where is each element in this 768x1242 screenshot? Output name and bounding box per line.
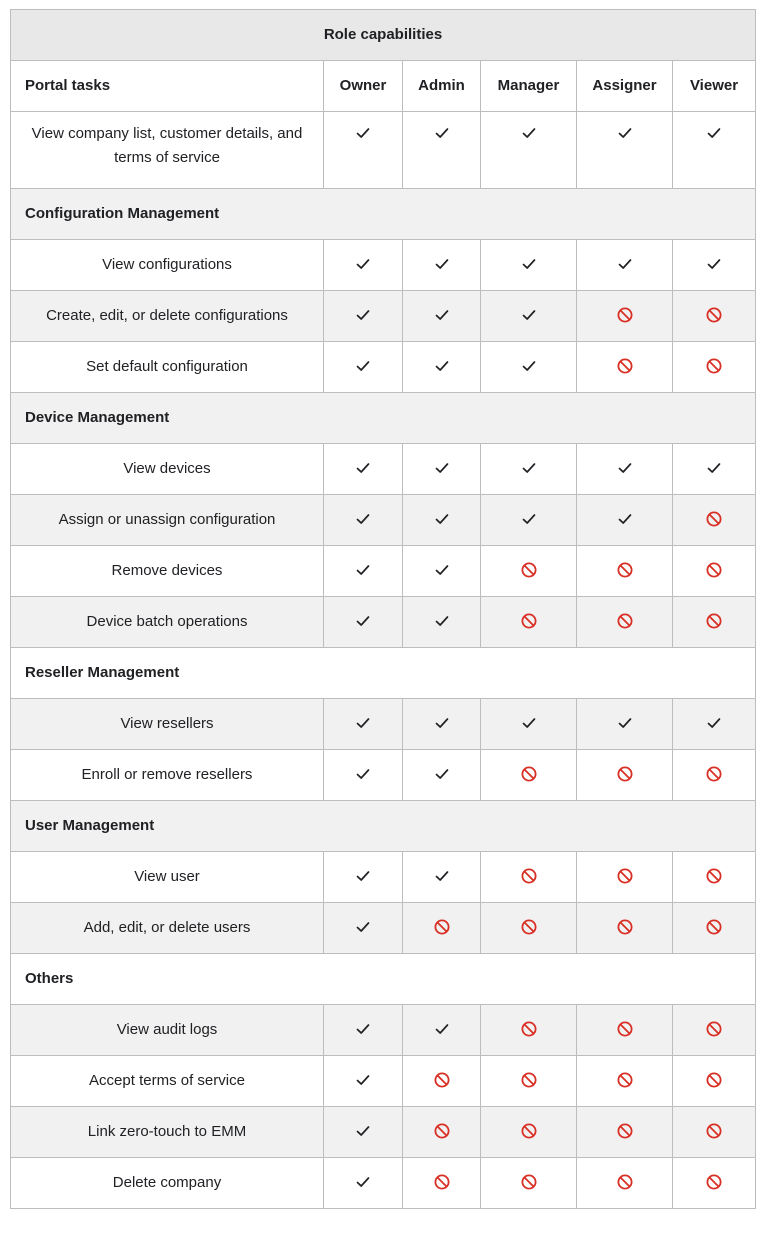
permission-cell-admin: [403, 852, 481, 903]
check-icon: [354, 1071, 372, 1089]
permission-cell-admin: [403, 291, 481, 342]
task-label: Assign or unassign configuration: [11, 495, 324, 546]
not-allowed-icon: [616, 357, 634, 375]
permission-cell-owner: [324, 444, 403, 495]
task-label: View audit logs: [11, 1005, 324, 1056]
permission-cell-owner: [324, 699, 403, 750]
table-row: [11, 342, 756, 393]
check-icon: [433, 459, 451, 477]
table-row: [11, 495, 756, 546]
task-label: Remove devices: [11, 546, 324, 597]
permission-cell-manager: [481, 112, 577, 189]
not-allowed-icon: [705, 357, 723, 375]
permission-cell-viewer: [673, 112, 756, 189]
check-icon: [705, 255, 723, 273]
permission-cell-assigner: [577, 699, 673, 750]
not-allowed-icon: [616, 1173, 634, 1191]
permission-cell-owner: [324, 546, 403, 597]
table-row: [11, 112, 756, 189]
table-row: [11, 1107, 756, 1158]
permission-cell-owner: [324, 597, 403, 648]
section-title: Configuration Management: [11, 189, 756, 240]
permission-cell-admin: [403, 546, 481, 597]
check-icon: [354, 561, 372, 579]
permission-cell-assigner: [577, 750, 673, 801]
permission-cell-assigner: [577, 1056, 673, 1107]
permission-cell-assigner: [577, 112, 673, 189]
check-icon: [520, 510, 538, 528]
table-title-row: [11, 10, 756, 61]
permission-cell-assigner: [577, 546, 673, 597]
check-icon: [354, 255, 372, 273]
section-header-row: [11, 954, 756, 1005]
table-row: [11, 903, 756, 954]
permission-cell-viewer: [673, 852, 756, 903]
permission-cell-viewer: [673, 1107, 756, 1158]
permission-cell-viewer: [673, 1158, 756, 1209]
column-header-owner: Owner: [324, 61, 403, 112]
permission-cell-owner: [324, 750, 403, 801]
table-title: Role capabilities: [11, 10, 756, 61]
not-allowed-icon: [616, 1020, 634, 1038]
task-label: View user: [11, 852, 324, 903]
permission-cell-assigner: [577, 342, 673, 393]
section-header-row: [11, 648, 756, 699]
check-icon: [433, 561, 451, 579]
task-label: Add, edit, or delete users: [11, 903, 324, 954]
check-icon: [433, 1020, 451, 1038]
check-icon: [354, 765, 372, 783]
not-allowed-icon: [520, 561, 538, 579]
permission-cell-viewer: [673, 903, 756, 954]
permission-cell-viewer: [673, 240, 756, 291]
not-allowed-icon: [433, 918, 451, 936]
permission-cell-viewer: [673, 750, 756, 801]
section-header-row: [11, 801, 756, 852]
table-row: [11, 240, 756, 291]
check-icon: [520, 459, 538, 477]
permission-cell-manager: [481, 240, 577, 291]
not-allowed-icon: [705, 306, 723, 324]
role-capabilities-table: [10, 9, 756, 1209]
permission-cell-admin: [403, 903, 481, 954]
table-row: [11, 1056, 756, 1107]
table-row: [11, 852, 756, 903]
permission-cell-owner: [324, 852, 403, 903]
permission-cell-assigner: [577, 444, 673, 495]
permission-cell-viewer: [673, 291, 756, 342]
task-label: Create, edit, or delete configurations: [11, 291, 324, 342]
table-row: [11, 750, 756, 801]
permission-cell-manager: [481, 852, 577, 903]
section-title: Others: [11, 954, 756, 1005]
check-icon: [433, 612, 451, 630]
permission-cell-assigner: [577, 291, 673, 342]
not-allowed-icon: [616, 765, 634, 783]
not-allowed-icon: [705, 867, 723, 885]
check-icon: [433, 765, 451, 783]
permission-cell-owner: [324, 1107, 403, 1158]
permission-cell-manager: [481, 1005, 577, 1056]
not-allowed-icon: [520, 1020, 538, 1038]
permission-cell-manager: [481, 1056, 577, 1107]
task-label: Accept terms of service: [11, 1056, 324, 1107]
permission-cell-viewer: [673, 342, 756, 393]
not-allowed-icon: [520, 918, 538, 936]
section-title: Reseller Management: [11, 648, 756, 699]
permission-cell-owner: [324, 495, 403, 546]
permission-cell-viewer: [673, 699, 756, 750]
not-allowed-icon: [433, 1071, 451, 1089]
permission-cell-owner: [324, 1056, 403, 1107]
not-allowed-icon: [616, 1071, 634, 1089]
not-allowed-icon: [705, 1071, 723, 1089]
check-icon: [354, 357, 372, 375]
permission-cell-manager: [481, 597, 577, 648]
check-icon: [616, 124, 634, 142]
check-icon: [433, 306, 451, 324]
not-allowed-icon: [520, 1173, 538, 1191]
not-allowed-icon: [705, 1020, 723, 1038]
permission-cell-admin: [403, 240, 481, 291]
not-allowed-icon: [705, 1173, 723, 1191]
not-allowed-icon: [520, 1122, 538, 1140]
column-header-admin: Admin: [403, 61, 481, 112]
column-header-portal-tasks: Portal tasks: [11, 61, 324, 112]
permission-cell-owner: [324, 112, 403, 189]
check-icon: [433, 714, 451, 732]
permission-cell-admin: [403, 444, 481, 495]
permission-cell-admin: [403, 495, 481, 546]
column-header-viewer: Viewer: [673, 61, 756, 112]
task-label: View devices: [11, 444, 324, 495]
permission-cell-owner: [324, 1005, 403, 1056]
permission-cell-manager: [481, 495, 577, 546]
permission-cell-assigner: [577, 903, 673, 954]
check-icon: [354, 867, 372, 885]
not-allowed-icon: [520, 1071, 538, 1089]
check-icon: [520, 255, 538, 273]
permission-cell-manager: [481, 1158, 577, 1209]
check-icon: [433, 510, 451, 528]
permission-cell-viewer: [673, 495, 756, 546]
check-icon: [354, 1122, 372, 1140]
check-icon: [705, 714, 723, 732]
table-header-row: [11, 61, 756, 112]
task-label: View company list, customer details, and terms of service: [11, 112, 324, 189]
permission-cell-viewer: [673, 597, 756, 648]
check-icon: [354, 1020, 372, 1038]
table-row: [11, 546, 756, 597]
permission-cell-admin: [403, 597, 481, 648]
check-icon: [354, 612, 372, 630]
permission-cell-manager: [481, 546, 577, 597]
permission-cell-admin: [403, 342, 481, 393]
check-icon: [354, 306, 372, 324]
permission-cell-owner: [324, 903, 403, 954]
permission-cell-assigner: [577, 1005, 673, 1056]
permission-cell-admin: [403, 1158, 481, 1209]
not-allowed-icon: [616, 918, 634, 936]
task-label: Link zero-touch to EMM: [11, 1107, 324, 1158]
permission-cell-owner: [324, 342, 403, 393]
permission-cell-viewer: [673, 444, 756, 495]
task-label: Enroll or remove resellers: [11, 750, 324, 801]
permission-cell-admin: [403, 699, 481, 750]
not-allowed-icon: [616, 867, 634, 885]
not-allowed-icon: [616, 612, 634, 630]
permission-cell-manager: [481, 903, 577, 954]
not-allowed-icon: [705, 765, 723, 783]
permission-cell-manager: [481, 444, 577, 495]
check-icon: [705, 124, 723, 142]
table-row: [11, 291, 756, 342]
column-header-manager: Manager: [481, 61, 577, 112]
permission-cell-assigner: [577, 495, 673, 546]
permission-cell-owner: [324, 240, 403, 291]
check-icon: [354, 124, 372, 142]
table-row: [11, 444, 756, 495]
permission-cell-manager: [481, 699, 577, 750]
permission-cell-owner: [324, 1158, 403, 1209]
not-allowed-icon: [616, 561, 634, 579]
section-header-row: [11, 393, 756, 444]
permission-cell-viewer: [673, 1005, 756, 1056]
check-icon: [354, 918, 372, 936]
check-icon: [433, 255, 451, 273]
check-icon: [433, 867, 451, 885]
permission-cell-assigner: [577, 597, 673, 648]
section-title: Device Management: [11, 393, 756, 444]
task-label: View resellers: [11, 699, 324, 750]
check-icon: [520, 124, 538, 142]
section-header-row: [11, 189, 756, 240]
permission-cell-manager: [481, 291, 577, 342]
not-allowed-icon: [616, 306, 634, 324]
not-allowed-icon: [705, 918, 723, 936]
check-icon: [433, 357, 451, 375]
permission-cell-manager: [481, 750, 577, 801]
not-allowed-icon: [705, 510, 723, 528]
table-row: [11, 1005, 756, 1056]
permission-cell-manager: [481, 1107, 577, 1158]
check-icon: [616, 714, 634, 732]
check-icon: [354, 714, 372, 732]
check-icon: [354, 1173, 372, 1191]
not-allowed-icon: [433, 1122, 451, 1140]
task-label: Set default configuration: [11, 342, 324, 393]
table-row: [11, 1158, 756, 1209]
check-icon: [520, 306, 538, 324]
check-icon: [520, 714, 538, 732]
permission-cell-assigner: [577, 240, 673, 291]
table-row: [11, 597, 756, 648]
not-allowed-icon: [520, 612, 538, 630]
column-header-assigner: Assigner: [577, 61, 673, 112]
permission-cell-admin: [403, 750, 481, 801]
permission-cell-admin: [403, 112, 481, 189]
permission-cell-admin: [403, 1005, 481, 1056]
table-body: [11, 112, 756, 1209]
not-allowed-icon: [520, 867, 538, 885]
not-allowed-icon: [616, 1122, 634, 1140]
check-icon: [354, 510, 372, 528]
section-title: User Management: [11, 801, 756, 852]
task-label: Delete company: [11, 1158, 324, 1209]
check-icon: [616, 255, 634, 273]
permission-cell-admin: [403, 1107, 481, 1158]
table-row: [11, 699, 756, 750]
check-icon: [520, 357, 538, 375]
permission-cell-admin: [403, 1056, 481, 1107]
task-label: Device batch operations: [11, 597, 324, 648]
permission-cell-manager: [481, 342, 577, 393]
check-icon: [705, 459, 723, 477]
permission-cell-viewer: [673, 546, 756, 597]
not-allowed-icon: [520, 765, 538, 783]
check-icon: [433, 124, 451, 142]
not-allowed-icon: [705, 612, 723, 630]
not-allowed-icon: [433, 1173, 451, 1191]
permission-cell-viewer: [673, 1056, 756, 1107]
permission-cell-assigner: [577, 1107, 673, 1158]
not-allowed-icon: [705, 561, 723, 579]
task-label: View configurations: [11, 240, 324, 291]
check-icon: [616, 510, 634, 528]
check-icon: [616, 459, 634, 477]
not-allowed-icon: [705, 1122, 723, 1140]
permission-cell-assigner: [577, 1158, 673, 1209]
permission-cell-assigner: [577, 852, 673, 903]
check-icon: [354, 459, 372, 477]
permission-cell-owner: [324, 291, 403, 342]
